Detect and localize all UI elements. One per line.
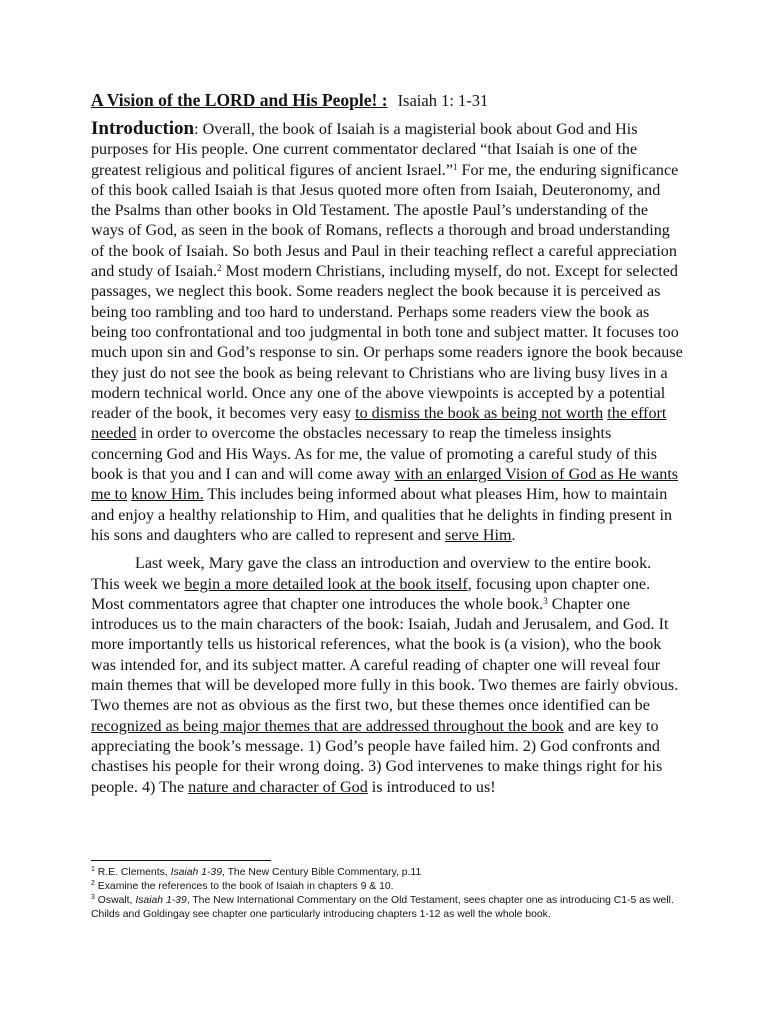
underlined-phrase: with an enlarged Vision of God as He wants me to — [91, 466, 679, 504]
intro-text-8: . — [511, 526, 516, 544]
intro-text-2: For me, the enduring significance of this book called Isaiah is that Jesus quoted more often from Isaiah, Deuteronomy, and the Psalms than other books in Old Testament. The apostle Paul’s understanding of the ways of God, as seen in the book of Romans, reflects a thorough and broad understanding of the book of Isaiah. So both Jesus and Paul in their teaching reflect a careful appreciation and study of Isaiah. — [91, 161, 679, 281]
footnote-number: 3 — [91, 894, 95, 901]
intro-colon: : — [194, 121, 199, 138]
document-page — [91, 88, 683, 798]
footnote-3 — [91, 894, 691, 922]
footnotes — [91, 866, 691, 922]
footnote-text: Examine the references to the book of Isaiah in chapters 9 & 10. — [94, 881, 394, 892]
footnote-ref-1[interactable]: 1 — [452, 161, 458, 172]
para2-text-3: Chapter one introduces us to the main characters of the book: Isaiah, Judah and Jerusalem, and God. It more importantly tells us historical references, what the book is (a vision), who the book was intended for, and its subject matter. A careful reading of chapter one will reveal four main themes that will be developed more fully in this book. Two themes are fairly obvious. Two themes are not as obvious as the first two, but these themes once identified can be — [91, 595, 679, 715]
footnote-number: 2 — [91, 880, 95, 887]
para2-text-2: focusing upon chapter one. Most commentators agree that chapter one introduces the whole book. — [91, 575, 651, 613]
intro-text-1: Overall, the book of Isaiah is a magisterial book about God and His purposes for His people. One current commentator declared “that Isaiah is one of the greatest religious and political figures of ancient Israel.” — [91, 121, 638, 179]
footnote-text: Oswalt, — [94, 895, 136, 906]
footnote-2 — [91, 880, 691, 894]
underlined-phrase: serve Him — [444, 526, 512, 544]
underlined-phrase: begin a more detailed look at the book itself, — [184, 575, 472, 593]
footnote-ref-3[interactable]: 3 — [543, 595, 548, 606]
footnote-text: , The New Century Bible Commentary, p.11 — [221, 867, 422, 878]
underlined-phrase: nature and character of God — [188, 778, 368, 796]
footnote-text: , The New International Commentary on the Old Testament, sees chapter one as introducing C1-5 as well. Childs and Goldingay see chapter one particularly introducing chapters 1-12 as well the whole book. — [91, 895, 674, 920]
intro-text-7: This includes being informed about what pleases Him, how to maintain and enjoy a healthy relationship to Him, and qualities that he delights in finding present in his sons and daughters who are called to represent and — [91, 486, 673, 544]
underlined-phrase: know Him. — [131, 486, 204, 504]
para2-text-5: is introduced to us! — [367, 778, 496, 796]
para2-text-1: Last week, Mary gave the class an introduction and overview to the entire book. This week we — [91, 555, 652, 593]
underlined-phrase: recognized as being major themes that are addressed throughout the book — [91, 717, 564, 735]
underlined-phrase: the effort needed — [91, 405, 667, 443]
footnote-separator — [91, 860, 271, 861]
intro-label: Introduction — [91, 118, 195, 139]
title-main: A Vision of the LORD and His People! : — [91, 90, 388, 110]
intro-text-5: in order to overcome the obstacles necessary to reap the timeless insights concerning God and His Ways. As for me, the value of promoting a careful study of this book is that you and I can and will come away — [91, 425, 658, 484]
footnote-ref-2[interactable]: 2 — [217, 263, 222, 274]
intro-text-3: Most modern Christians, including myself, do not. Except for selected passages, we neglect this book. Some readers neglect the book because it is perceived as being too rambling and too hard to understand. Perhaps some readers view the book as being too confrontational and too judgmental in both tone and subject matter. It focuses too much upon sin and God’s response to sin. Or perhaps some readers ignore the book because they just do not see the book as being relevant to Christians who are living busy lives in a modern technical world. Once any one of the above viewpoints is accepted by a potential reader of the book, it becomes very easy — [91, 263, 683, 423]
underlined-phrase: to dismiss the book as being not worth — [355, 405, 604, 423]
page-title — [91, 88, 683, 113]
para2-text-4: and are key to appreciating the book’s message. 1) God’s people have failed him. 2) God confronts and chastises his people for their wrong doing. 3) God intervenes to make things right for his people. 4) The — [91, 717, 663, 796]
footnote-text: R.E. Clements, — [94, 867, 171, 878]
intro-paragraph — [91, 119, 683, 546]
title-reference: Isaiah 1: 1-31 — [397, 91, 489, 110]
footnote-1 — [91, 866, 691, 880]
footnote-book-title: Isaiah 1-39 — [170, 867, 222, 878]
body-paragraph-2 — [91, 554, 683, 798]
footnote-number: 1 — [91, 866, 95, 873]
footnote-book-title: Isaiah 1-39 — [135, 895, 187, 906]
